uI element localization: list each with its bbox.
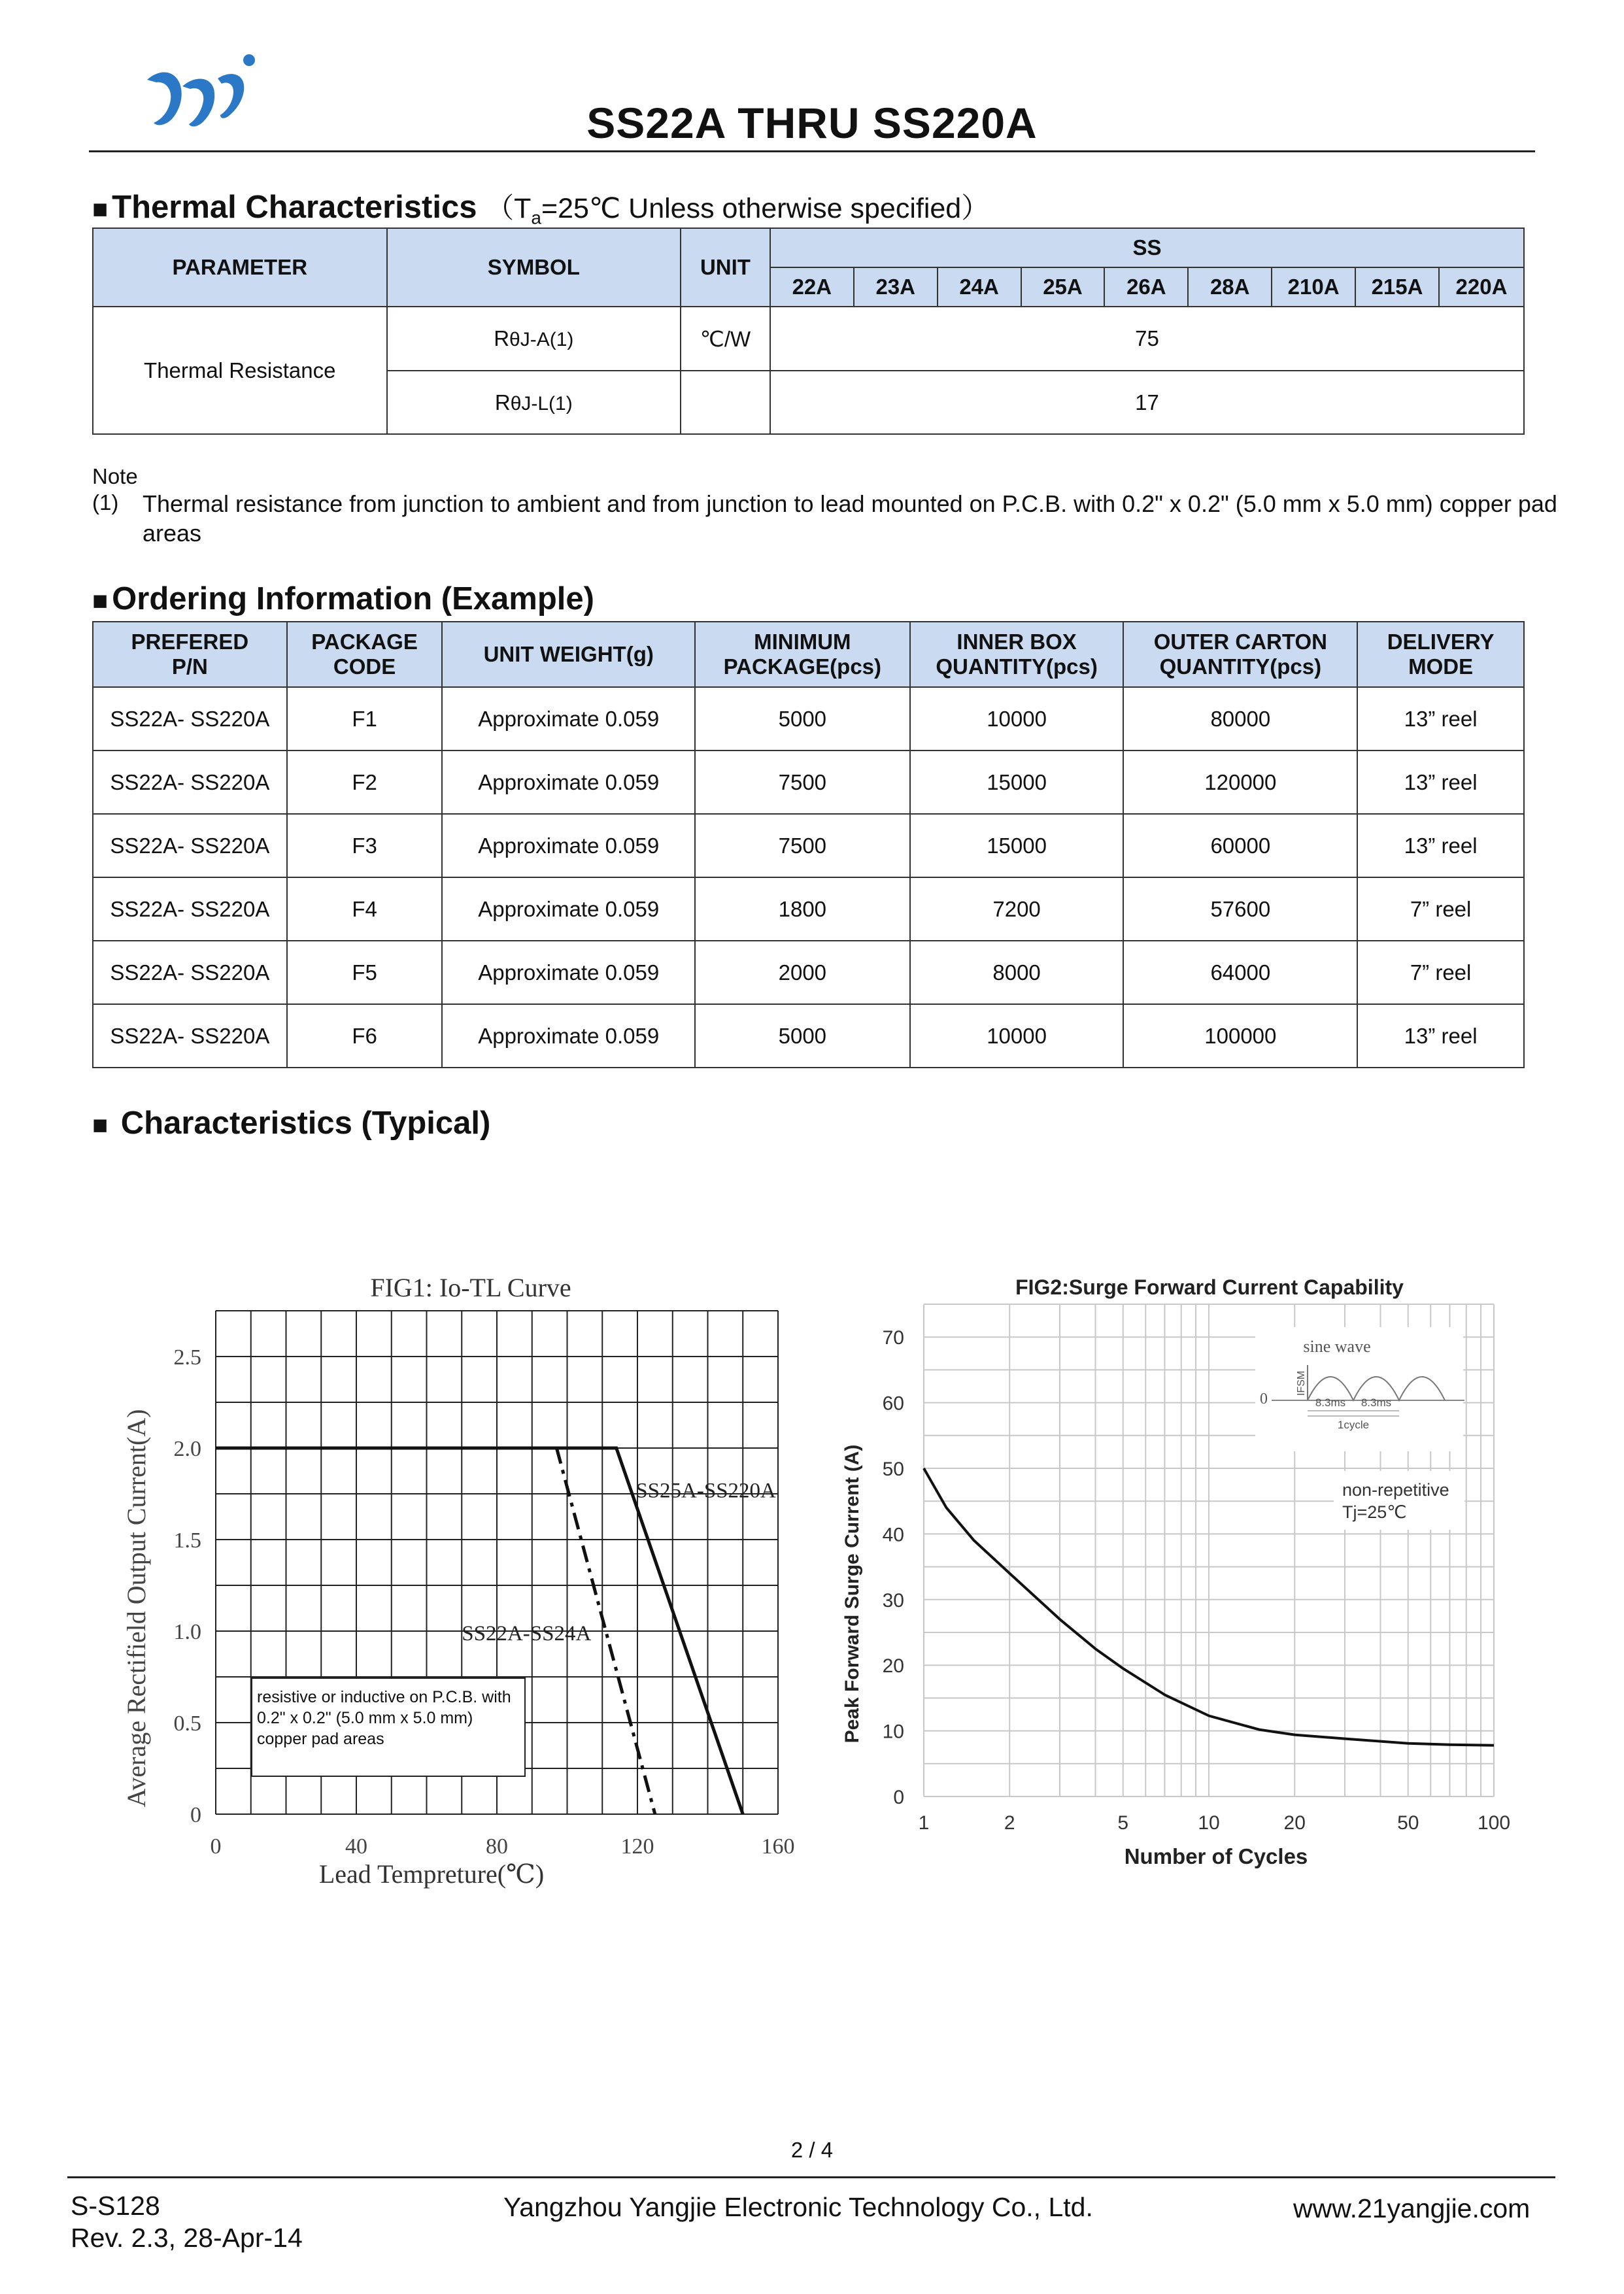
fig2-y-tick: 0 xyxy=(893,1787,904,1808)
inset-cycle: 1cycle xyxy=(1337,1419,1370,1431)
fig1-x-tick: 160 xyxy=(761,1834,795,1859)
cell-outer-carton: 100000 xyxy=(1123,1004,1357,1068)
fig2-y-tick: 40 xyxy=(882,1524,904,1546)
cell-delivery: 13” reel xyxy=(1357,1004,1524,1068)
fig2-y-tick: 20 xyxy=(882,1655,904,1678)
th-variant: 210A xyxy=(1272,267,1355,307)
footer-company: Yangzhou Yangjie Electronic Technology Co., Ltd. xyxy=(503,2192,1093,2222)
cell-min-pkg: 5000 xyxy=(695,1004,910,1068)
fig2-title: FIG2:Surge Forward Current Capability xyxy=(1015,1275,1404,1299)
th-variant: 23A xyxy=(854,267,938,307)
table-row xyxy=(93,941,1524,1004)
note-text: Thermal resistance from junction to ambient and from junction to lead mounted on P.C.B. with 0.2" x 0.2" (5.0 mm x 5.0 mm) copper pad areas xyxy=(143,490,1557,547)
cell-weight: Approximate 0.059 xyxy=(442,1004,694,1068)
th-variant: 215A xyxy=(1355,267,1439,307)
inset-ifsm-label: IFSM xyxy=(1296,1370,1307,1396)
cell-min-pkg: 5000 xyxy=(695,687,910,751)
ordering-heading xyxy=(92,581,594,617)
cell-weight: Approximate 0.059 xyxy=(442,687,694,751)
th-min-package: MINIMUM PACKAGE(pcs) xyxy=(695,622,910,687)
cell-value: 17 xyxy=(770,371,1524,434)
fig1-x-tick: 80 xyxy=(486,1834,508,1859)
cell-delivery: 7” reel xyxy=(1357,941,1524,1004)
th-variant: 28A xyxy=(1188,267,1272,307)
fig1-chart xyxy=(118,1262,798,1896)
fig1-y-axis-label: Average Rectifield Output Current(A) xyxy=(122,1409,151,1808)
th-variant: 24A xyxy=(938,267,1021,307)
inset-title: sine wave xyxy=(1303,1337,1371,1356)
fig1-note-line: 0.2" x 0.2" (5.0 mm x 5.0 mm) xyxy=(257,1709,473,1727)
characteristics-heading xyxy=(92,1105,490,1141)
fig2-y-tick: 50 xyxy=(882,1459,904,1480)
cell-delivery: 13” reel xyxy=(1357,751,1524,814)
ordering-header-row xyxy=(93,622,1524,687)
th-inner-box: INNER BOX QUANTITY(pcs) xyxy=(910,622,1124,687)
fig2-note-line: Tj=25℃ xyxy=(1342,1502,1407,1522)
fig1-series-label: SS25A-SS220A xyxy=(635,1479,776,1503)
footer-revision: Rev. 2.3, 28-Apr-14 xyxy=(71,2223,303,2253)
inset-half1: 8.3ms xyxy=(1315,1396,1346,1409)
cell-pn: SS22A- SS220A xyxy=(93,877,287,941)
cell-symbol: RθJ-A(1) xyxy=(387,307,681,371)
fig1-tick-labels xyxy=(174,1345,795,1859)
cell-code: F1 xyxy=(287,687,443,751)
fig2-y-tick: 30 xyxy=(882,1589,904,1611)
fig1-x-tick: 120 xyxy=(620,1834,654,1859)
fig1-x-axis-label: Lead Tempreture(℃) xyxy=(318,1859,545,1889)
header-divider xyxy=(89,150,1535,152)
cell-value: 75 xyxy=(770,307,1524,371)
cell-code: F3 xyxy=(287,814,443,877)
cell-code: F6 xyxy=(287,1004,443,1068)
cell-min-pkg: 2000 xyxy=(695,941,910,1004)
cell-inner-box: 15000 xyxy=(910,814,1124,877)
cell-inner-box: 8000 xyxy=(910,941,1124,1004)
cell-inner-box: 7200 xyxy=(910,877,1124,941)
table-row xyxy=(93,1004,1524,1068)
bullet-square-icon: ■ xyxy=(92,586,109,615)
cell-delivery: 13” reel xyxy=(1357,687,1524,751)
th-variant: 220A xyxy=(1439,267,1524,307)
document-title: SS22A THRU SS220A xyxy=(586,99,1038,147)
fig2-y-axis-label: Peak Forward Surge Current (A) xyxy=(841,1444,863,1744)
cell-min-pkg: 7500 xyxy=(695,751,910,814)
cell-inner-box: 15000 xyxy=(910,751,1124,814)
ordering-title: Ordering Information (Example) xyxy=(112,581,594,616)
cell-parameter: Thermal Resistance xyxy=(93,307,387,434)
note-index: (1) xyxy=(92,490,119,514)
cell-delivery: 7” reel xyxy=(1357,877,1524,941)
footer-doc-id: S-S128 xyxy=(71,2191,160,2221)
bullet-square-icon: ■ xyxy=(92,1111,109,1139)
cell-pn: SS22A- SS220A xyxy=(93,941,287,1004)
cell-weight: Approximate 0.059 xyxy=(442,941,694,1004)
th-parameter: PARAMETER xyxy=(93,228,387,307)
fig1-x-tick: 40 xyxy=(345,1834,367,1859)
th-unit-weight: UNIT WEIGHT(g) xyxy=(442,622,694,687)
inset-half2: 8.3ms xyxy=(1361,1396,1392,1409)
cell-outer-carton: 120000 xyxy=(1123,751,1357,814)
fig1-y-tick: 0 xyxy=(190,1803,201,1827)
fig2-x-tick: 50 xyxy=(1397,1812,1419,1834)
bullet-square-icon: ■ xyxy=(92,195,109,224)
ordering-table xyxy=(92,621,1525,1068)
fig1-y-tick: 1.0 xyxy=(173,1620,201,1644)
thermal-table xyxy=(92,228,1525,435)
fig2-sine-wave-inset xyxy=(1255,1327,1464,1451)
fig2-x-tick: 5 xyxy=(1117,1812,1129,1834)
inset-zero: 0 xyxy=(1260,1391,1268,1408)
fig1-note-line: copper pad areas xyxy=(257,1730,384,1748)
cell-pn: SS22A- SS220A xyxy=(93,687,287,751)
cell-pn: SS22A- SS220A xyxy=(93,1004,287,1068)
cell-outer-carton: 80000 xyxy=(1123,687,1357,751)
table-row xyxy=(93,751,1524,814)
cell-pn: SS22A- SS220A xyxy=(93,814,287,877)
cell-outer-carton: 60000 xyxy=(1123,814,1357,877)
thermal-heading xyxy=(92,186,989,229)
fig2-x-tick: 1 xyxy=(918,1812,930,1834)
th-variant: 22A xyxy=(770,267,854,307)
th-unit: UNIT xyxy=(681,228,770,307)
fig2-note-line: non-repetitive xyxy=(1342,1480,1449,1500)
fig1-series-label: SS22A-SS24A xyxy=(462,1622,592,1645)
cell-delivery: 13” reel xyxy=(1357,814,1524,877)
fig2-y-tick: 10 xyxy=(882,1721,904,1743)
fig1-y-tick: 2.5 xyxy=(173,1345,201,1370)
cell-weight: Approximate 0.059 xyxy=(442,877,694,941)
footer-divider xyxy=(67,2176,1555,2178)
th-outer-carton: OUTER CARTON QUANTITY(pcs) xyxy=(1123,622,1357,687)
thermal-condition: （$T_a=25℃$ Unless otherwise specified） xyxy=(486,193,990,228)
fig2-x-tick: 20 xyxy=(1283,1812,1306,1834)
fig1-note-line: resistive or inductive on P.C.B. with xyxy=(257,1688,511,1706)
fig1-y-tick: 1.5 xyxy=(173,1528,201,1553)
cell-pn: SS22A- SS220A xyxy=(93,751,287,814)
page-number: 2 / 4 xyxy=(790,2138,834,2162)
fig2-x-axis-label: Number of Cycles xyxy=(1124,1844,1308,1868)
table-row xyxy=(93,687,1524,751)
fig1-x-tick: 0 xyxy=(210,1834,222,1859)
fig2-y-tick: 60 xyxy=(882,1392,904,1415)
fig2-x-tick: 100 xyxy=(1477,1812,1511,1834)
th-delivery: DELIVERY MODE xyxy=(1357,622,1524,687)
fig1-y-tick: 0.5 xyxy=(173,1712,201,1736)
note-label: Note xyxy=(92,464,138,488)
cell-weight: Approximate 0.059 xyxy=(442,814,694,877)
th-pn: PREFERED P/N xyxy=(93,622,287,687)
cell-inner-box: 10000 xyxy=(910,1004,1124,1068)
th-variant: 26A xyxy=(1104,267,1188,307)
cell-min-pkg: 7500 xyxy=(695,814,910,877)
characteristics-title: Characteristics (Typical) xyxy=(120,1105,491,1141)
table-row xyxy=(93,877,1524,941)
fig1-title: FIG1: Io-TL Curve xyxy=(370,1273,571,1302)
th-variant: 25A xyxy=(1021,267,1105,307)
cell-inner-box: 10000 xyxy=(910,687,1124,751)
cell-code: F5 xyxy=(287,941,443,1004)
th-package-code: PACKAGE CODE xyxy=(287,622,443,687)
cell-outer-carton: 64000 xyxy=(1123,941,1357,1004)
fig2-chart xyxy=(837,1255,1543,1876)
cell-outer-carton: 57600 xyxy=(1123,877,1357,941)
table-row xyxy=(93,307,1524,371)
cell-weight: Approximate 0.059 xyxy=(442,751,694,814)
table-row xyxy=(93,814,1524,877)
cell-code: F2 xyxy=(287,751,443,814)
thermal-title: Thermal Characteristics xyxy=(112,190,477,225)
fig2-y-tick: 70 xyxy=(882,1327,904,1349)
footer-website: www.21yangjie.com xyxy=(1293,2193,1531,2223)
fig2-x-tick: 2 xyxy=(1004,1812,1015,1834)
cell-symbol: RθJ-L(1) xyxy=(387,371,681,434)
cell-code: F4 xyxy=(287,877,443,941)
fig2-x-tick: 10 xyxy=(1198,1812,1220,1834)
th-symbol: SYMBOL xyxy=(387,228,681,307)
fig1-y-tick: 2.0 xyxy=(173,1437,201,1461)
th-ss-group: SS xyxy=(770,228,1524,267)
cell-unit: ℃/W xyxy=(681,307,770,371)
cell-min-pkg: 1800 xyxy=(695,877,910,941)
cell-unit xyxy=(681,371,770,434)
